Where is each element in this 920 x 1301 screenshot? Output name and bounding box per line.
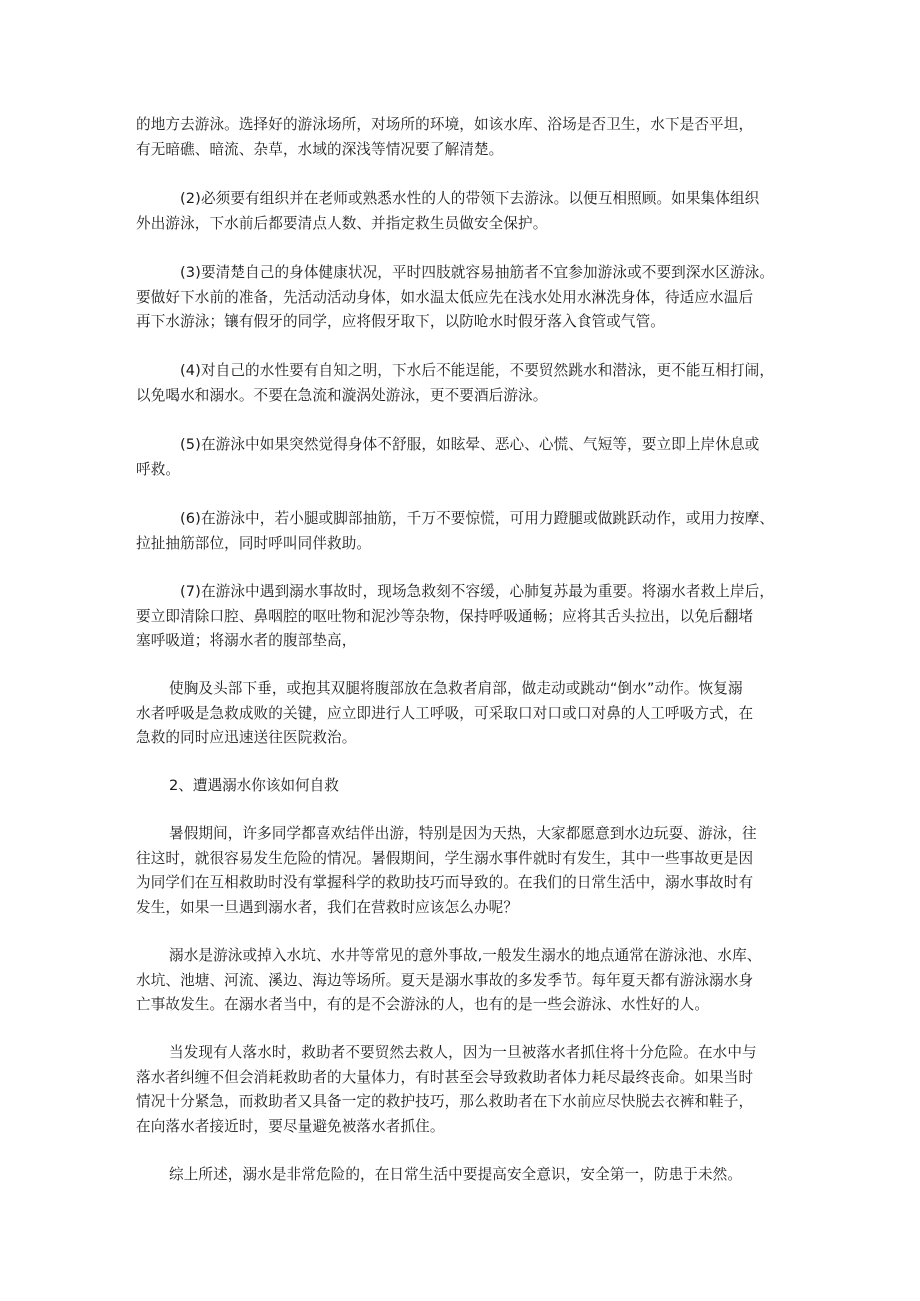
paragraph-item-5 [136,433,800,482]
text-line: 的地方去游泳。选择好的游泳场所，对场所的环境，如该水库、浴场是否卫生，水下是否平坦， [136,116,754,133]
text-line: 要做好下水前的准备，先活动活动身体，如水温太低应先在浅水处用水淋洗身体，待适应水温后 [136,288,754,306]
text-line: 拉扯抽筋部位，同时呼叫同伴救助。 [136,534,372,552]
paragraph-conclusion [136,1163,800,1188]
text-line: 外出游泳，下水前后都要清点人数、并指定救生员做安全保护。 [136,214,548,232]
text-line: 综上所述，溺水是非常危险的，在日常生活中要提高安全意识，安全第一，防患于未然。 [169,1166,743,1183]
text-line: 有无暗礁、暗流、杂草，水域的深浅等情况要了解清楚。 [136,140,504,158]
paragraph-item-2 [136,187,800,236]
text-line: (6)在游泳中，若小腿或脚部抽筋，千万不要惊慌，可用力蹬腿或做跳跃动作，或用力按摩、 [180,510,775,527]
paragraph-item-6 [136,507,800,556]
text-line: 溺水是游泳或掉入水坑、水井等常见的意外事故,一般发生溺水的地点通常在游泳池、水库、 [169,947,762,964]
text-line: 以免喝水和溺水。不要在急流和漩涡处游泳，更不要酒后游泳。 [136,386,548,404]
text-line: 为同学们在互相救助时没有掌握科学的救助技巧而导致的。在我们的日常生活中，溺水事故时有 [136,874,754,891]
text-line: 塞呼吸道；将溺水者的腹部垫高， [136,632,357,649]
section-heading [169,774,339,799]
text-line: 暑假期间，许多同学都喜欢结伴出游，特别是因为天热，大家都愿意到水边玩耍、游泳，往 [169,825,757,842]
paragraph-drowning-places [136,944,800,1018]
text-line: 急救的同时应迅速送往医院救治。 [136,729,357,746]
text-line: 发生，如果一旦遇到溺水者，我们在营救时应该怎么办呢？ [136,898,519,916]
text-line: (2)必须要有组织并在老师或熟悉水性的人的带领下去游泳。以便互相照顾。如果集体组织 [180,190,760,207]
paragraph-site-selection [136,113,800,162]
text-line: 呼救。 [136,460,181,478]
text-line: 亡事故发生。在溺水者当中，有的是不会游泳的人，也有的是一些会游泳、水性好的人。 [136,996,710,1013]
text-line: 水坑、池塘、河流、溪边、海边等场所。夏天是溺水事故的多发季节。每年夏天都有游泳溺水身 [136,971,754,989]
heading-text: 2、遭遇溺水你该如何自救 [169,777,339,794]
paragraph-first-aid [136,677,800,751]
paragraph-item-4 [136,359,800,408]
paragraph-item-3 [136,261,800,335]
text-line: 水者呼吸是急救成败的关键，应立即进行人工呼吸，可采取口对口或口对鼻的人工呼吸方式，在 [136,704,754,722]
paragraph-summer [136,822,800,920]
text-line: 要立即清除口腔、鼻咽腔的呕吐物和泥沙等杂物，保持呼吸通畅；应将其舌头拉出，以免后翻堵 [136,607,754,625]
text-line: 落水者纠缠不但会消耗救助者的大量体力，有时甚至会导致救助者体力耗尽最终丧命。如果当时 [136,1068,754,1086]
text-line: 情况十分紧急，而救助者又具备一定的救护技巧，那么救助者在下水前应尽快脱去衣裤和鞋子， [136,1093,754,1110]
text-line: 当发现有人落水时，救助者不要贸然去救人，因为一旦被落水者抓住将十分危险。在水中与 [169,1044,757,1061]
text-line: (7)在游泳中遇到溺水事故时，现场急救刻不容缓，心肺复苏最为重要。将溺水者救上岸后， [180,583,775,600]
text-line: (5)在游泳中如果突然觉得身体不舒服，如眩晕、恶心、心慌、气短等，要立即上岸休息或 [180,436,760,453]
text-line: 使胸及头部下垂，或抱其双腿将腹部放在急救者肩部，做走动或跳动“倒水”动作。恢复溺 [169,680,743,697]
paragraph-item-7 [136,580,800,654]
paragraph-rescue-advice [136,1041,800,1139]
text-line: 往这时，就很容易发生危险的情况。暑假期间，学生溺水事件就时有发生，其中一些事故更是因 [136,849,754,867]
text-line: 在向落水者接近时，要尽量避免被落水者抓住。 [136,1117,445,1135]
text-line: (4)对自己的水性要有自知之明，下水后不能逞能，不要贸然跳水和潜泳，更不能互相打闹， [180,362,775,379]
text-line: 再下水游泳；镶有假牙的同学，应将假牙取下，以防呛水时假牙落入食管或气管。 [136,313,665,330]
text-line: (3)要清楚自己的身体健康状况，平时四肢就容易抽筋者不宜参加游泳或不要到深水区游泳。 [180,264,775,281]
